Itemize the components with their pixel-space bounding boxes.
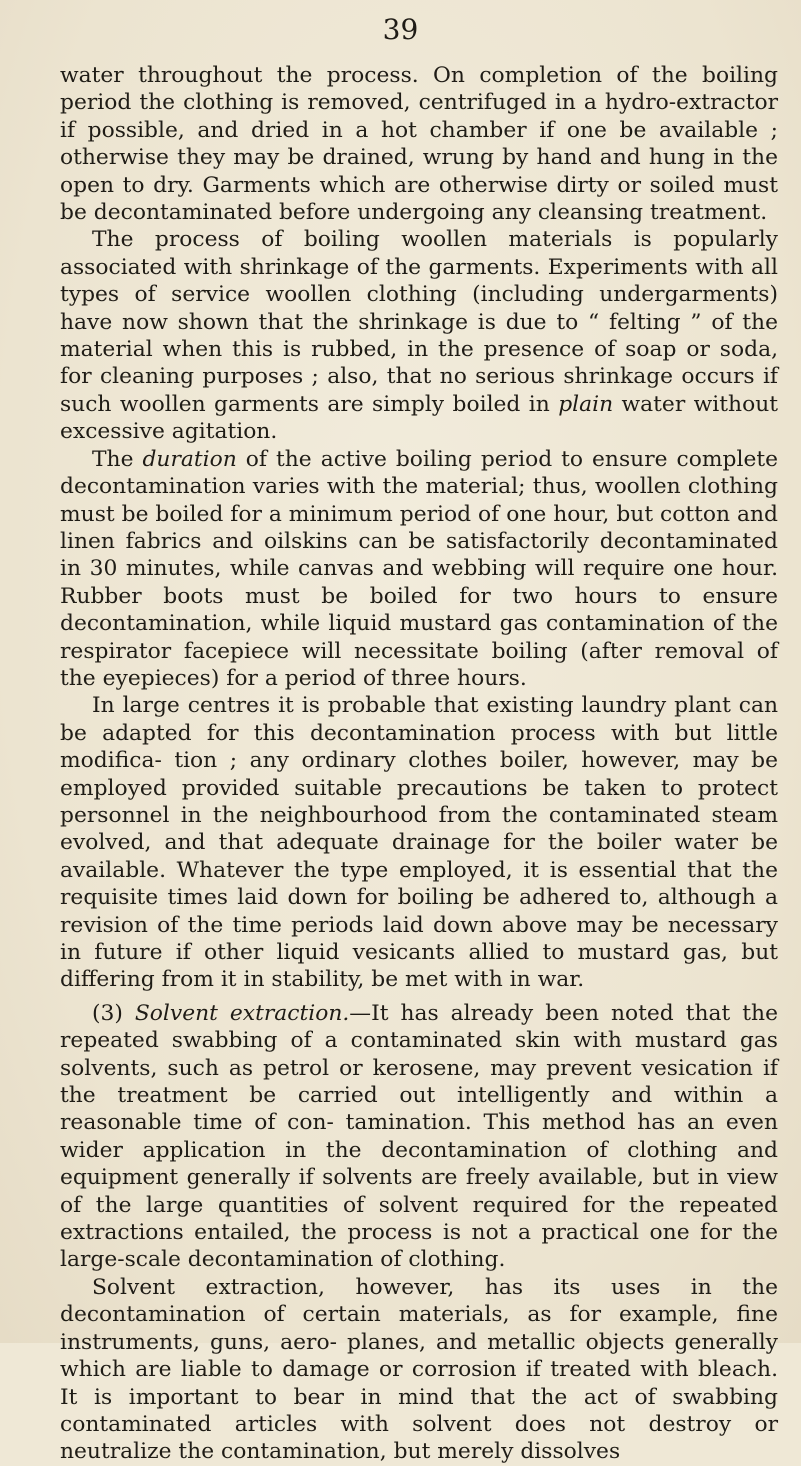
paragraph-text: water throughout the process. On completion of the boiling period the clothing is removed, centrifuged in a hydro-extractor if possible, and dried in a hot chamber if one be available ; otherwise they may be drained, wrung by hand and hung in the open to dry. Garments which are otherwise dirty or soiled must be decontaminated before undergoing any cleansing treatment. [60, 63, 778, 226]
paragraph-solvent-uses [60, 1274, 778, 1466]
paragraph-duration [60, 446, 778, 693]
paragraph-solvent-extraction [60, 1000, 778, 1274]
emphasis-text: plain [558, 391, 614, 417]
body-text [60, 62, 778, 1466]
paragraph-text: In large centres it is probable that existing laundry plant can be adapted for this decontamination process with but little modifica- tion ; any ordinary clothes boiler, however, may be employed provided suitable precautions be taken to protect personnel in the neighbourhood from the contaminated steam evolved, and that adequate drainage for the boiler water be available. Whatever the type employed, it is essential that the requisite times laid down for boiling be adhered to, although a revision of the time periods laid down above may be necessary in future if other liquid vesicants allied to mustard gas, but differing from it in stability, be met with in war. [60, 693, 778, 993]
paragraph-text: The [92, 446, 143, 472]
paragraph-text: —It has already been noted that the repeated swabbing of a contaminated skin with mustard gas solvents, such as petrol or kerosene, may prevent vesication if the treatment be carried out intelligently and within a reasonable time of con- tamination. This method has an even wider application in the decontamination of clothing and equipment generally if solvents are freely available, but in view of the large quantities of solvent required for the repeated extractions entailed, the process is not a practical one for the large-scale decontamination of clothing. [60, 1000, 778, 1273]
paragraph-text: water without excessive agitation. [60, 391, 778, 445]
paragraph-laundry-plant [60, 692, 778, 993]
paragraph-text: Solvent extraction, however, has its uses in the decontamination of certain materials, as for example, fine instruments, guns, aero- planes, and metallic objects generally which are liable to damage or corrosion if treated with bleach. It is important to bear in mind that the act of swabbing contaminated articles with solvent does not destroy or neutralize the contamination, but merely dissolves [60, 1274, 778, 1465]
paragraph-text: of the active boiling period to ensure complete decontamination varies with the material; thus, woollen clothing must be boiled for a minimum period of one hour, but cotton and linen fabrics and oilskins can be satisfactorily decontaminated in 30 minutes, while canvas and webbing will require one hour. Rubber boots must be boiled for two hours to ensure decontamination, while liquid mustard gas contamination of the respirator facepiece will necessitate boiling (after removal of the eyepieces) for a period of three hours. [60, 446, 778, 691]
paragraph-continuation [60, 62, 778, 226]
section-heading: Solvent extraction. [134, 1000, 350, 1026]
paragraph-text: The process of boiling woollen materials is popularly associated with shrinkage of the garments. Experiments with all types of service woollen clothing (including undergarments) have now shown that the shrinkage is due to “ felting ” of the material when this is rubbed, in the presence of soap or soda, for cleaning purposes ; also, that no serious shrinkage occurs if such woollen garments are simply boiled in [60, 227, 778, 417]
paragraph-shrinkage [60, 226, 778, 445]
section-number: (3) [92, 1000, 135, 1026]
emphasis-text: duration [142, 446, 237, 472]
page-number: 39 [382, 13, 419, 46]
